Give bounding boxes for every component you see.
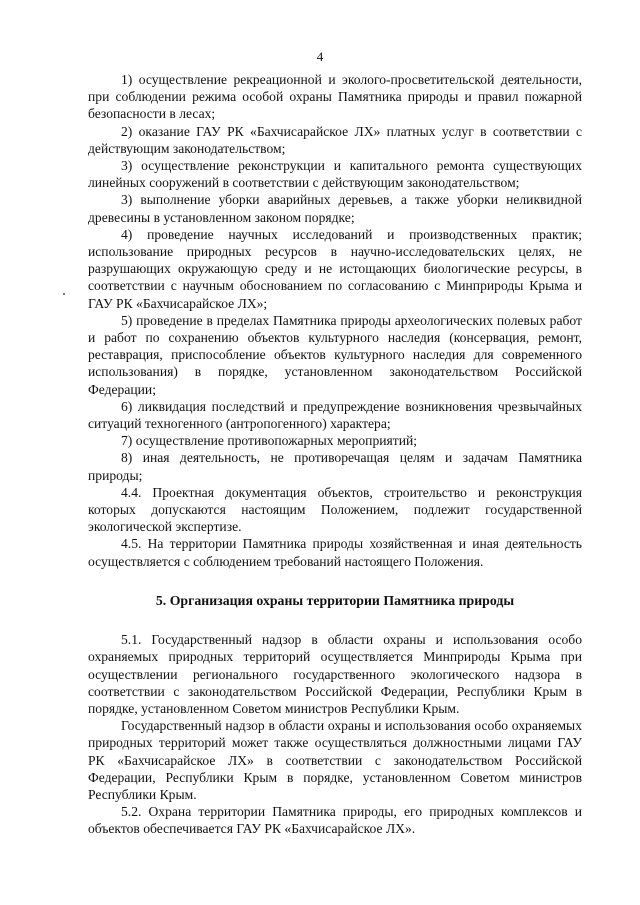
list-item-1: 1) осуществление рекреационной и эколого-просветительской деятельности, при соблюдении режима особой охраны Памятника природы и правил пожарной безопасности в лесах; (88, 72, 582, 122)
list-item-3b: 3) выполнение уборки аварийных деревьев, а также уборки неликвидной древесины в установленном законом порядке; (88, 192, 582, 225)
clause-5-2: 5.2. Охрана территории Памятника природы, его природных комплексов и объектов обеспечивается ГАУ РК «Бахчисарайское ЛХ». (88, 804, 582, 837)
clause-4-4: 4.4. Проектная документация объектов, строительство и реконструкция которых допускаются настоящим Положением, подлежит государственной экологической экспертизе. (88, 484, 582, 535)
page-number: 4 (316, 49, 324, 64)
list-item-5: 5) проведение в пределах Памятника природы археологических полевых работ и работ по сохранению объектов культурного наследия (консервация, ремонт, реставрация, приспособление объектов культурного наследия для современного использования) в порядке, установленном законодательством Российской Федерации; (88, 312, 582, 397)
list-item-2: 2) оказание ГАУ РК «Бахчисарайское ЛХ» платных услуг в соответствии с действующим законодательством; (88, 123, 582, 156)
list-item-8: 8) иная деятельность, не противоречащая целям и задачам Памятника природы; (88, 450, 582, 483)
list-item-3a: 3) осуществление реконструкции и капитального ремонта существующих линейных сооружений в соответствии с действующим законодательством; (88, 158, 582, 191)
list-item-4: 4) проведение научных исследований и производственных практик; использование природных ресурсов в научно-исследовательских целях, не разрушающих окружающую среду и не истощающих биологические ресурсы, в соответствии с научным обоснованием по согласованию с Минприроды Крыма и ГАУ РК «Бахчисарайское ЛХ»; (88, 226, 582, 311)
scan-speck (63, 293, 65, 295)
document-body (88, 71, 582, 838)
section-heading: 5. Организация охраны территории Памятника природы (155, 592, 515, 608)
clause-5-1: 5.1. Государственный надзор в области охраны и использования особо охраняемых природных территорий осуществляется Минприроды Крыма при осуществлении регионального государственного экологического надзора в соответствии с законодательством Российской Федерации, Республики Крым в порядке, установленном Советом министров Республики Крым. (88, 632, 582, 716)
clause-5-1-continued: Государственный надзор в области охраны и использования особо охраняемых природных территорий может также осуществляться должностными лицами ГАУ РК «Бахчисарайское ЛХ» в соответствии с законодательством Российской Федерации, Республики Крым в порядке, установленном Советом министров Республики Крым. (88, 718, 582, 802)
list-item-6: 6) ликвидация последствий и предупреждение возникновения чрезвычайных ситуаций техногенного (антропогенного) характера; (88, 398, 582, 432)
clause-4-5: 4.5. На территории Памятника природы хозяйственная и иная деятельность осуществляется с соблюдением требований настоящего Положения. (88, 536, 582, 569)
list-item-7: 7) осуществление противопожарных мероприятий; (121, 433, 418, 449)
